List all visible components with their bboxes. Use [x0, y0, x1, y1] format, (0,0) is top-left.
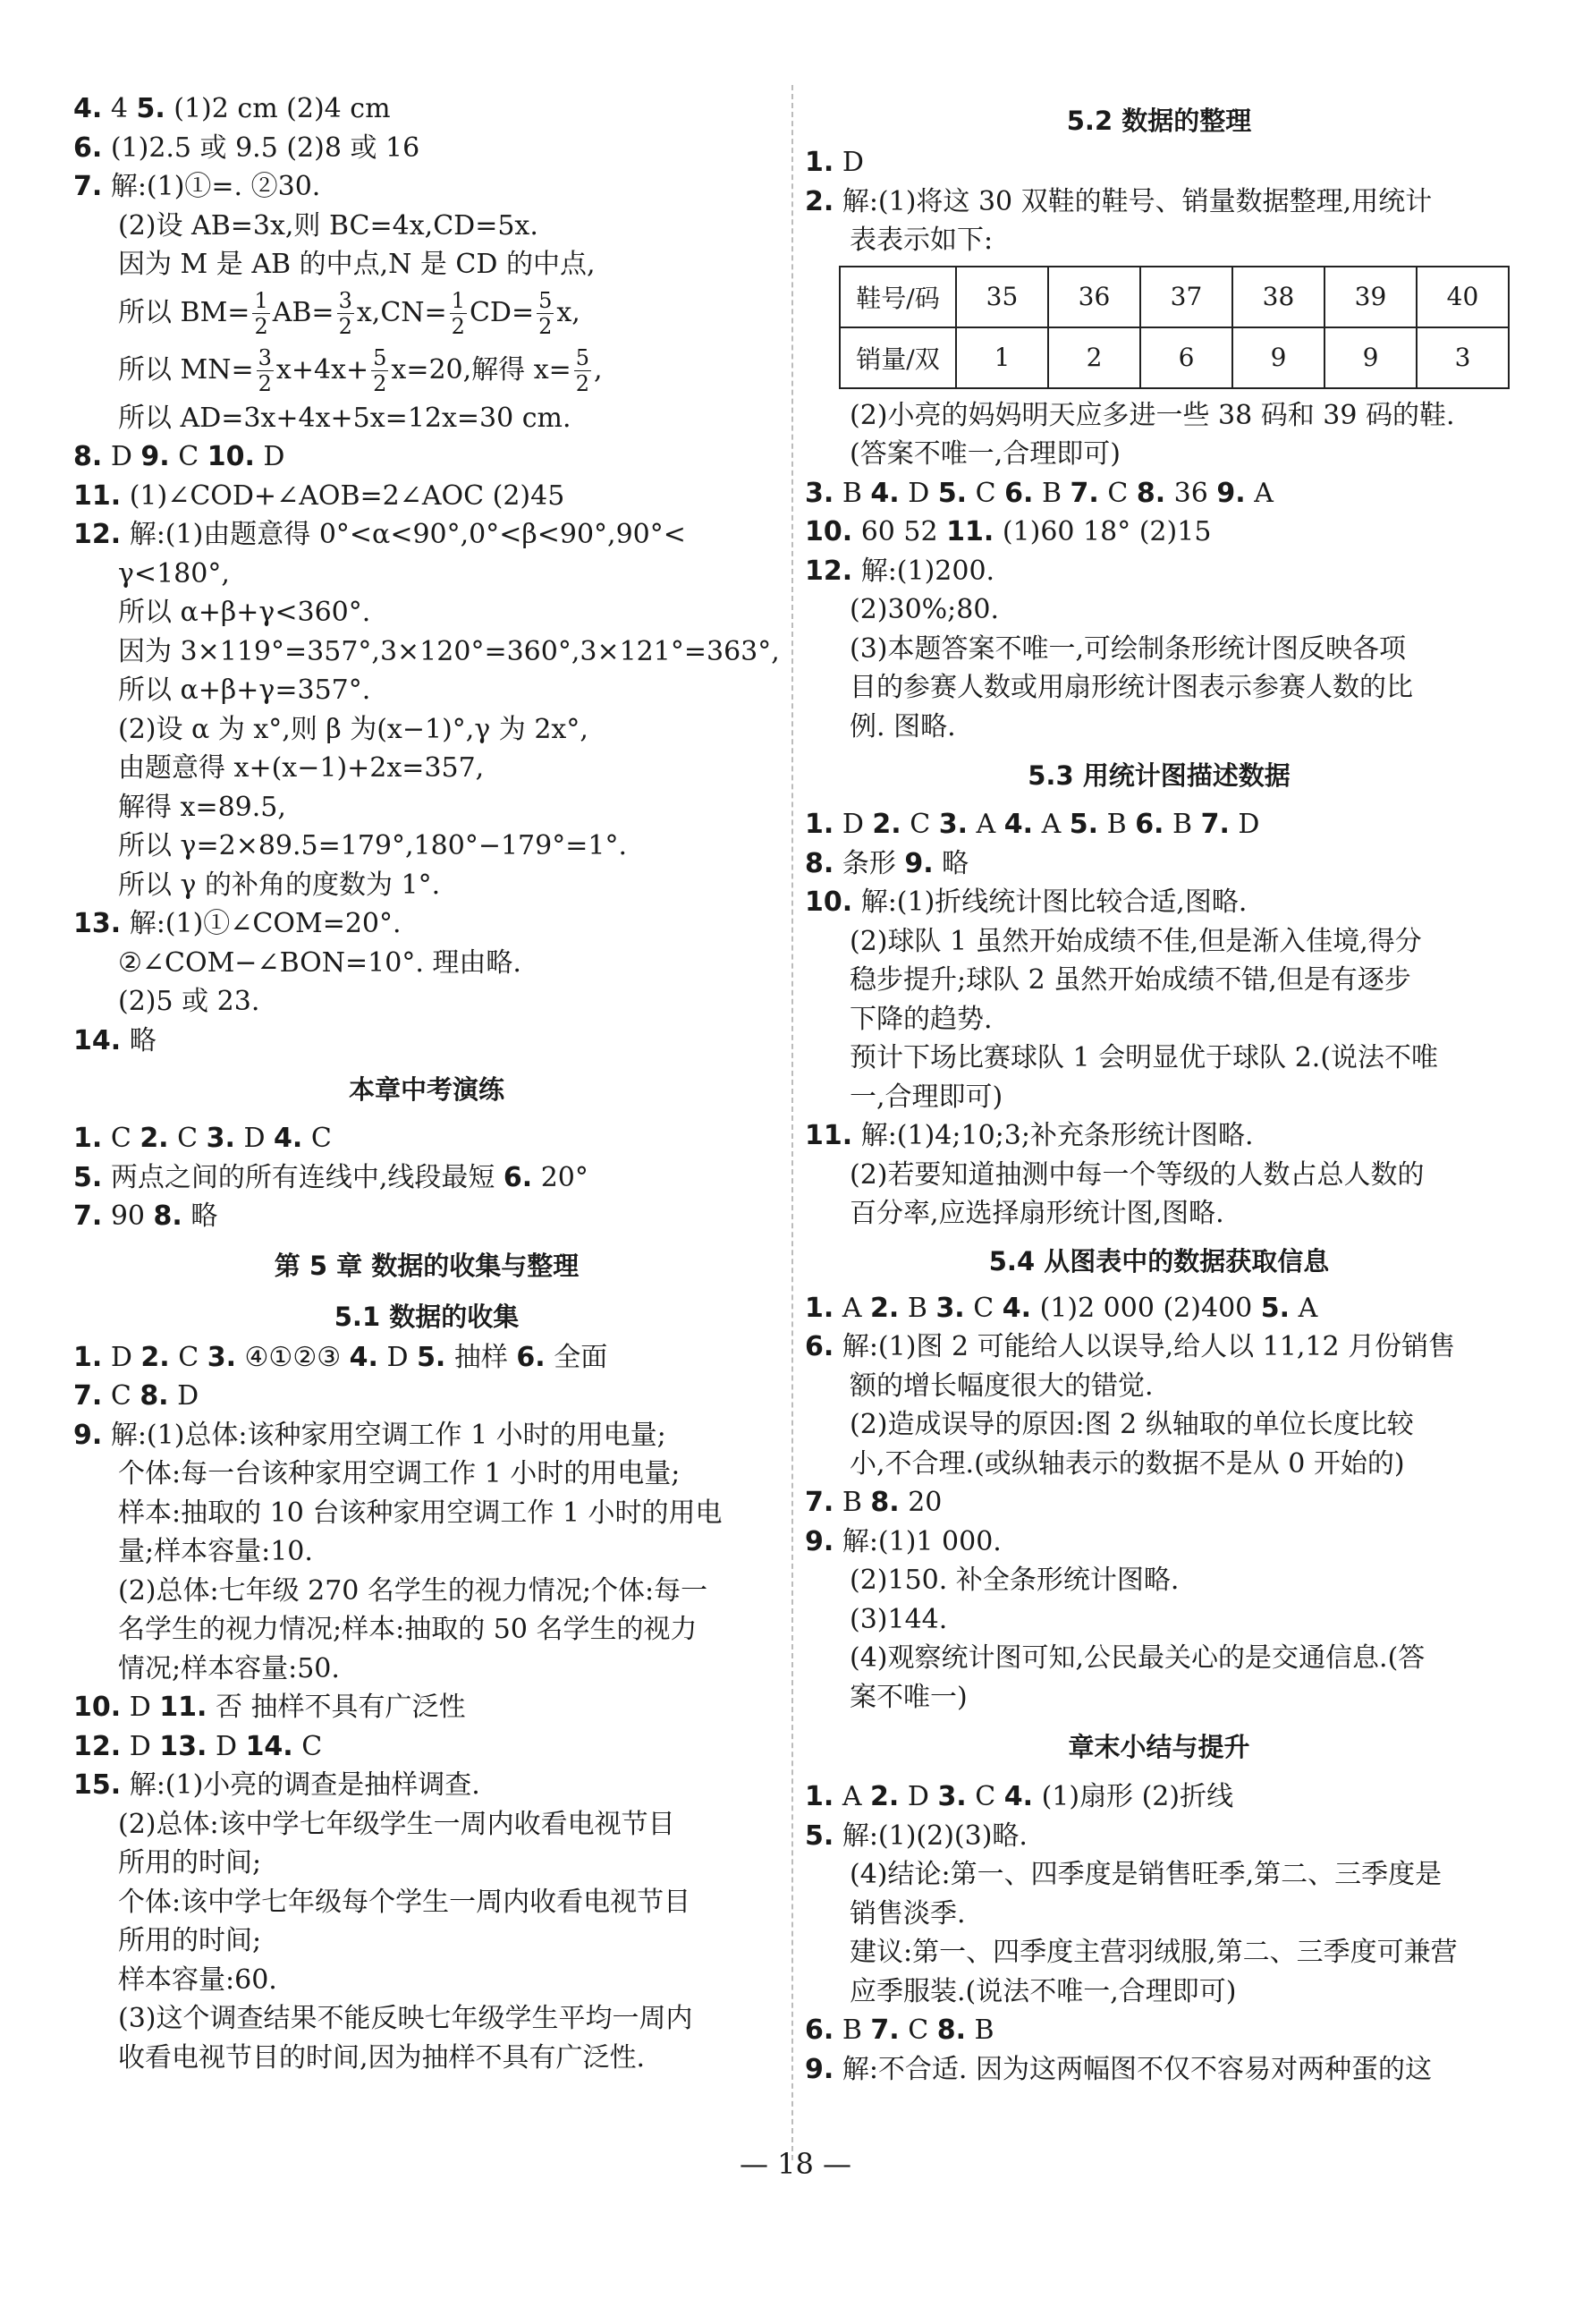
answer-line: 8. D 9. C 10. D — [73, 441, 285, 472]
answer-line: (2)若要知道抽测中每一个等级的人数占总人数的 — [850, 1158, 1425, 1191]
section-heading: 5.3 用统计图描述数据 — [1028, 760, 1291, 791]
answer-line: (答案不唯一,合理即可) — [850, 438, 1121, 470]
fraction: $\frac{5}{2}$ — [538, 288, 553, 339]
left-column — [73, 89, 780, 2077]
table-cell: 3 — [1417, 327, 1509, 388]
answer-line: (2)球队 1 虽然开始成绩不佳,但是渐入佳境,得分 — [850, 925, 1422, 957]
answer-line: 所以 α+β+γ<360°. — [118, 597, 371, 628]
answer-line: 12. 解:(1)由题意得 0°<α<90°,0°<β<90°,90°< — [73, 519, 686, 550]
answer-line: 7. 90 8. 略 — [73, 1200, 218, 1232]
answer-line: 表表示如下: — [850, 225, 994, 256]
answer-line: 9. 解:(1)总体:该种家用空调工作 1 小时的用电量; — [73, 1419, 666, 1451]
formula-line: 所以 MN= $\frac{3}{2}$ x+4x+ $\frac{5}{2}$ x=20,解得 x= $\frac{5}{2}$ , — [118, 345, 603, 396]
answer-line: 5. 解:(1)(2)(3)略. — [805, 1819, 1028, 1852]
answer-line: 下降的趋势. — [850, 1003, 993, 1035]
answer-line: 建议:第一、四季度主营羽绒服,第二、三季度可兼营 — [850, 1937, 1458, 1968]
answer-line: (3)这个调查结果不能反映七年级学生平均一周内 — [118, 2003, 693, 2034]
answer-line: 15. 解:(1)小亮的调查是抽样调查. — [73, 1769, 480, 1801]
fraction: $\frac{5}{2}$ — [373, 345, 387, 396]
answer-line: (2)设 α 为 x°,则 β 为(x−1)°,γ 为 2x°, — [118, 713, 588, 745]
table-cell: 9 — [1232, 327, 1324, 388]
answer-line: 7. 解:(1)①=. ②30. — [73, 171, 321, 202]
table-row — [840, 267, 1509, 327]
table-cell: 36 — [1048, 267, 1140, 327]
answer-line: 所用的时间; — [118, 1925, 262, 1956]
answer-line: 所以 α+β+γ=357°. — [118, 674, 371, 706]
answer-line: 10. 60 52 11. (1)60 18° (2)15 — [805, 516, 1212, 547]
answer-line: 3. B 4. D 5. C 6. B 7. C 8. 36 9. A — [805, 477, 1274, 509]
answer-line: γ<180°, — [118, 557, 230, 589]
answer-line: 一,合理即可) — [850, 1081, 1003, 1113]
table-cell: 35 — [956, 267, 1048, 327]
table-cell: 40 — [1417, 267, 1509, 327]
section-heading: 5.4 从图表中的数据获取信息 — [988, 1245, 1330, 1277]
table-cell: 1 — [956, 327, 1048, 388]
fraction: $\frac{3}{2}$ — [338, 288, 352, 339]
answer-line: 所用的时间; — [118, 1847, 262, 1879]
answer-line: ②∠COM−∠BON=10°. 理由略. — [118, 946, 521, 979]
answer-line: 所以 γ=2×89.5=179°,180°−179°=1°. — [118, 830, 627, 861]
section-heading: 本章中考演练 — [348, 1074, 504, 1105]
table-row — [840, 327, 1509, 388]
table-cell: 38 — [1232, 267, 1324, 327]
table-cell: 39 — [1324, 267, 1417, 327]
fraction: $\frac{1}{2}$ — [254, 288, 268, 339]
answer-line: (3)本题答案不唯一,可绘制条形统计图反映各项 — [850, 632, 1407, 665]
right-column — [805, 98, 1513, 2089]
answer-line: (2)5 或 23. — [118, 986, 260, 1017]
answer-line: 12. D 13. D 14. C — [73, 1730, 323, 1762]
answer-line: 11. 解:(1)4;10;3;补充条形统计图略. — [805, 1120, 1254, 1151]
answer-line: 4. 4 5. (1)2 cm (2)4 cm — [73, 93, 391, 124]
answer-line: 应季服装.(说法不唯一,合理即可) — [850, 1975, 1237, 2007]
answer-line: 12. 解:(1)200. — [805, 555, 995, 587]
table-cell: 37 — [1140, 267, 1232, 327]
answer-line: 1. A 2. D 3. C 4. (1)扇形 (2)折线 — [805, 1781, 1234, 1812]
fraction: $\frac{1}{2}$ — [451, 288, 465, 339]
answer-line: 百分率,应选择扇形统计图,图略. — [850, 1198, 1224, 1229]
section-heading: 5.2 数据的整理 — [1066, 106, 1252, 136]
answer-line: (2)总体:该中学七年级学生一周内收看电视节目 — [118, 1808, 675, 1840]
answer-line: (4)观察统计图可知,公民最关心的是交通信息.(答 — [850, 1642, 1426, 1674]
answer-line: 10. D 11. 否 抽样不具有广泛性 — [73, 1692, 466, 1723]
answer-line: 6. 解:(1)图 2 可能给人以误导,给人以 11,12 月份销售 — [805, 1331, 1456, 1362]
answer-line: 因为 M 是 AB 的中点,N 是 CD 的中点, — [118, 249, 596, 280]
answer-line: (3)144. — [850, 1603, 948, 1635]
answer-line: 所以 AD=3x+4x+5x=12x=30 cm. — [118, 402, 571, 434]
answer-line: 案不唯一) — [850, 1681, 968, 1713]
answer-line: 量;样本容量:10. — [118, 1536, 313, 1567]
table-cell: 9 — [1324, 327, 1417, 388]
fraction: $\frac{5}{2}$ — [575, 345, 590, 396]
answer-line: 1. D — [805, 147, 864, 178]
answer-line: 例. 图略. — [850, 710, 956, 742]
answer-line: 1. A 2. B 3. C 4. (1)2 000 (2)400 5. A — [805, 1292, 1318, 1324]
answer-line: 个体:每一台该种家用空调工作 1 小时的用电量; — [118, 1458, 681, 1489]
answer-line: 由题意得 x+(x−1)+2x=357, — [118, 752, 485, 784]
section-heading: 章末小结与提升 — [1068, 1732, 1250, 1762]
answer-line: (2)150. 补全条形统计图略. — [850, 1565, 1180, 1596]
answer-line: 11. (1)∠COD+∠AOB=2∠AOC (2)45 — [73, 479, 565, 512]
answer-line: 个体:该中学七年级每个学生一周内收看电视节目 — [118, 1886, 691, 1918]
answer-line: 稳步提升;球队 2 虽然开始成绩不错,但是有逐步 — [850, 964, 1411, 996]
answer-line: (2)总体:七年级 270 名学生的视力情况;个体:每一 — [118, 1574, 708, 1607]
answer-line: 目的参赛人数或用扇形统计图表示参赛人数的比 — [850, 672, 1413, 703]
shoe-sales-table — [839, 266, 1510, 389]
table-cell: 2 — [1048, 327, 1140, 388]
answer-line: 6. B 7. C 8. B — [805, 2014, 994, 2046]
column-divider — [791, 85, 793, 2160]
answer-line: 小,不合理.(或纵轴表示的数据不是从 0 开始的) — [850, 1447, 1405, 1480]
answer-line: (2)30%;80. — [850, 594, 999, 625]
answer-line: 样本容量:60. — [118, 1964, 277, 1996]
answer-line: 9. 解:不合适. 因为这两幅图不仅不容易对两种蛋的这 — [805, 2053, 1432, 2085]
answer-line: 5. 两点之间的所有连线中,线段最短 6. 20° — [73, 1161, 588, 1193]
answer-line: 14. 略 — [73, 1024, 157, 1056]
section-heading: 5.1 数据的收集 — [334, 1301, 520, 1332]
answer-line: 收看电视节目的时间,因为抽样不具有广泛性. — [118, 2041, 646, 2074]
table-header-cell: 销量/双 — [840, 327, 956, 388]
table-cell: 6 — [1140, 327, 1232, 388]
answer-line: 样本:抽取的 10 台该种家用空调工作 1 小时的用电 — [118, 1497, 723, 1529]
answer-line: 2. 解:(1)将这 30 双鞋的鞋号、销量数据整理,用统计 — [805, 185, 1433, 217]
answer-line: 1. D 2. C 3. A 4. A 5. B 6. B 7. D — [805, 809, 1260, 840]
chapter-heading: 第 5 章 数据的收集与整理 — [274, 1250, 580, 1281]
answer-line: 6. (1)2.5 或 9.5 (2)8 或 16 — [73, 131, 420, 164]
answer-line: 所以 γ 的补角的度数为 1°. — [118, 869, 441, 901]
answer-line: 预计下场比赛球队 1 会明显优于球队 2.(说法不唯 — [850, 1042, 1439, 1073]
answer-line: 1. C 2. C 3. D 4. C — [73, 1123, 332, 1154]
answer-line: (2)小亮的妈妈明天应多进一些 38 码和 39 码的鞋. — [850, 399, 1455, 431]
answer-line: 名学生的视力情况;样本:抽取的 50 名学生的视力 — [118, 1614, 698, 1645]
answer-line: 销售淡季. — [850, 1897, 966, 1930]
answer-line: 情况;样本容量:50. — [118, 1652, 340, 1684]
answer-line: 8. 条形 9. 略 — [805, 847, 969, 879]
answer-line: 7. B 8. 20 — [805, 1487, 943, 1518]
answer-line: (2)设 AB=3x,则 BC=4x,CD=5x. — [118, 209, 538, 242]
formula-line: 所以 BM= $\frac{1}{2}$ AB= $\frac{3}{2}$ x,CN= $\frac{1}{2}$ CD= $\frac{5}{2}$ x, — [118, 288, 580, 339]
answer-line: 9. 解:(1)1 000. — [805, 1525, 1002, 1557]
answer-line: 7. C 8. D — [73, 1380, 199, 1412]
answer-line: (2)造成误导的原因:图 2 纵轴取的单位长度比较 — [850, 1409, 1414, 1440]
answer-line: 13. 解:(1)①∠COM=20°. — [73, 908, 402, 939]
answer-line: (4)结论:第一、四季度是销售旺季,第二、三季度是 — [850, 1859, 1443, 1890]
answer-line: 解得 x=89.5, — [118, 791, 286, 823]
answer-line: 因为 3×119°=357°,3×120°=360°,3×121°=363°, — [118, 635, 780, 667]
page-number: — 18 — — [739, 2147, 852, 2181]
answer-line: 额的增长幅度很大的错觉. — [850, 1370, 1154, 1402]
table-header-cell: 鞋号/码 — [840, 267, 956, 327]
fraction: $\frac{3}{2}$ — [258, 345, 272, 396]
answer-line: 10. 解:(1)折线统计图比较合适,图略. — [805, 886, 1248, 918]
answer-line: 1. D 2. C 3. ④①②③ 4. D 5. 抽样 6. 全面 — [73, 1341, 608, 1373]
